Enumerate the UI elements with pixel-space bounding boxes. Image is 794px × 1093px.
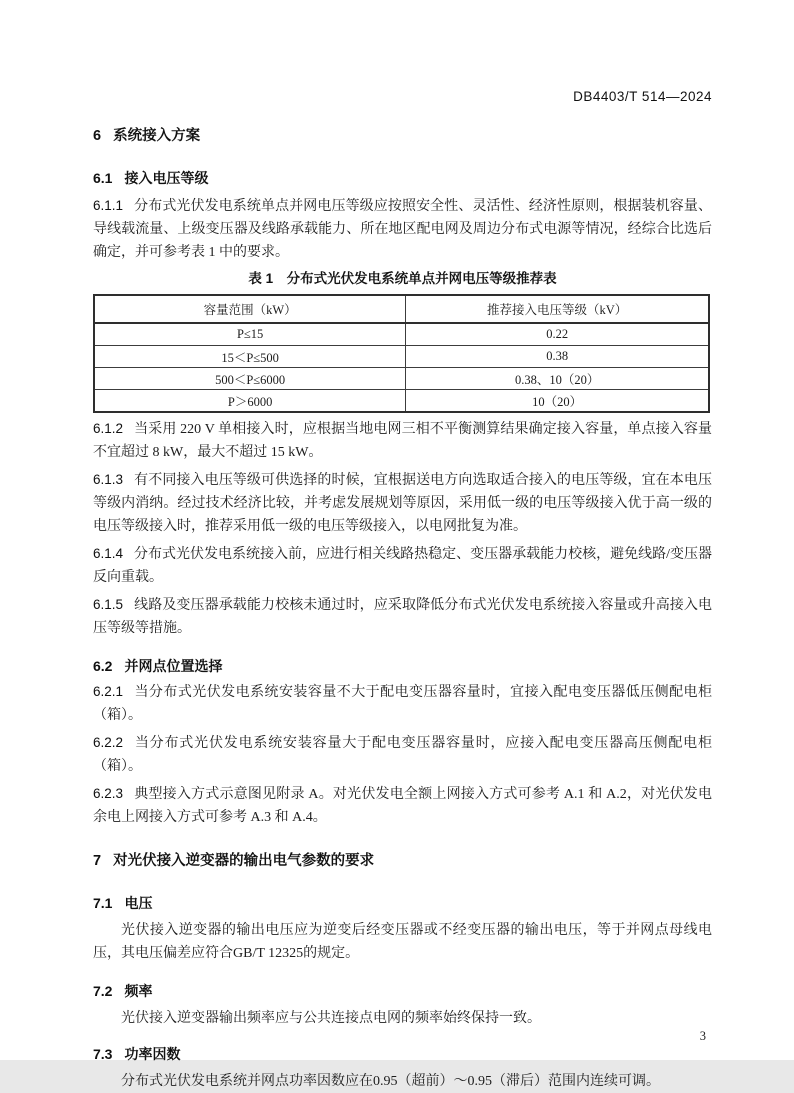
section-heading-6-1 bbox=[93, 168, 712, 188]
clause-6-1-1 bbox=[93, 194, 712, 264]
clause-number: 6.1.4 bbox=[93, 546, 124, 561]
paragraph-7-2: 光伏接入逆变器输出频率应与公共连接点电网的频率始终保持一致。 bbox=[121, 1011, 541, 1026]
clause-6-2-3 bbox=[93, 782, 712, 829]
section-heading-7-2 bbox=[93, 981, 712, 1001]
clause-6-1-4 bbox=[93, 542, 712, 589]
clause-text: 当采用 220 V 单相接入时，应根据当地电网三相不平衡测算结果确定接入容量，单点接入容量不宜超过 8 kW，最大不超过 15 kW。 bbox=[93, 422, 712, 460]
table-row bbox=[94, 368, 709, 390]
section-heading-7 bbox=[93, 851, 712, 871]
section-number: 7 bbox=[93, 853, 102, 869]
clause-6-2-1 bbox=[93, 680, 712, 727]
clause-text: 当分布式光伏发电系统安装容量大于配电变压器容量时，应接入配电变压器高压侧配电柜（箱）。 bbox=[93, 736, 712, 774]
clause-number: 6.1.3 bbox=[93, 472, 124, 487]
table-cell-capacity: P≤15 bbox=[94, 323, 406, 346]
section-title: 系统接入方案 bbox=[113, 128, 201, 144]
section-number: 7.1 bbox=[93, 895, 113, 911]
section-number: 6.2 bbox=[93, 658, 113, 674]
clause-text: 分布式光伏发电系统单点并网电压等级应按照安全性、灵活性、经济性原则，根据装机容量、导线载流量、上级变压器及线路承载能力、所在地区配电网及周边分布式电源等情况，经综合比选后确定，并可参考表 1 中的要求。 bbox=[93, 199, 712, 260]
clause-6-1-5 bbox=[93, 593, 712, 640]
section-number: 7.2 bbox=[93, 983, 113, 999]
clause-6-1-2 bbox=[93, 417, 712, 464]
clause-text: 典型接入方式示意图见附录 A。对光伏发电全额上网接入方式可参考 A.1 和 A.2，对光伏发电余电上网接入方式可参考 A.3 和 A.4。 bbox=[93, 787, 712, 825]
clause-text: 有不同接入电压等级可供选择的时候，宜根据送电方向选取适合接入的电压等级，宜在本电压等级内消纳。经过技术经济比较，并考虑发展规划等原因，采用低一级的电压等级接入优于高一级的电压等级接入时，推荐采用低一级的电压等级接入，以电网批复为准。 bbox=[93, 473, 712, 534]
section-heading-6-2 bbox=[93, 656, 712, 676]
table-cell-voltage: 0.22 bbox=[406, 323, 709, 346]
section-title: 接入电压等级 bbox=[124, 170, 209, 186]
table-header-voltage: 推荐接入电压等级（kV） bbox=[406, 295, 709, 323]
section-title: 并网点位置选择 bbox=[124, 658, 223, 674]
table-cell-capacity: 500＜P≤6000 bbox=[94, 368, 406, 390]
clause-6-2-2 bbox=[93, 731, 712, 778]
section-title: 对光伏接入逆变器的输出电气参数的要求 bbox=[113, 853, 375, 869]
table-cell-capacity: 15＜P≤500 bbox=[94, 346, 406, 368]
section-heading-7-1 bbox=[93, 893, 712, 913]
voltage-level-table bbox=[93, 294, 710, 413]
clause-number: 6.2.1 bbox=[93, 684, 124, 699]
table-header-row bbox=[94, 295, 709, 323]
clause-number: 6.2.3 bbox=[93, 786, 124, 801]
table-cell-voltage: 0.38 bbox=[406, 346, 709, 368]
clause-number: 6.1.2 bbox=[93, 421, 124, 436]
section-number: 6.1 bbox=[93, 170, 113, 186]
page-number: 3 bbox=[699, 1029, 706, 1043]
table-cell-voltage: 10（20） bbox=[406, 390, 709, 413]
table-caption: 表 1 分布式光伏发电系统单点并网电压等级推荐表 bbox=[248, 271, 557, 286]
section-heading-7-3 bbox=[93, 1044, 712, 1064]
table-row bbox=[94, 346, 709, 368]
section-number: 6 bbox=[93, 128, 102, 144]
doc-code-header: DB4403/T 514—2024 bbox=[573, 89, 712, 104]
clause-number: 6.2.2 bbox=[93, 735, 124, 750]
section-title: 电压 bbox=[124, 895, 153, 911]
section-title: 频率 bbox=[124, 983, 153, 999]
clause-text: 分布式光伏发电系统接入前，应进行相关线路热稳定、变压器承载能力校核，避免线路/变压器反向重载。 bbox=[93, 547, 712, 585]
table-row bbox=[94, 323, 709, 346]
clause-text: 线路及变压器承载能力校核未通过时，应采取降低分布式光伏发电系统接入容量或升高接入电压等级等措施。 bbox=[93, 598, 712, 636]
section-heading-6 bbox=[93, 126, 712, 146]
table-cell-voltage: 0.38、10（20） bbox=[406, 368, 709, 390]
paragraph-7-1: 光伏接入逆变器的输出电压应为逆变后经变压器或不经变压器的输出电压，等于并网点母线电压，其电压偏差应符合GB/T 12325的规定。 bbox=[93, 923, 712, 961]
table-header-capacity: 容量范围（kW） bbox=[94, 295, 406, 323]
section-title: 功率因数 bbox=[124, 1046, 181, 1062]
paragraph-7-3: 分布式光伏发电系统并网点功率因数应在0.95（超前）～0.95（滞后）范围内连续可调。 bbox=[121, 1074, 660, 1089]
clause-6-1-3 bbox=[93, 468, 712, 538]
clause-text: 当分布式光伏发电系统安装容量不大于配电变压器容量时，宜接入配电变压器低压侧配电柜（箱）。 bbox=[93, 685, 712, 723]
clause-number: 6.1.5 bbox=[93, 597, 124, 612]
section-number: 7.3 bbox=[93, 1046, 113, 1062]
table-cell-capacity: P＞6000 bbox=[94, 390, 406, 413]
table-row bbox=[94, 390, 709, 413]
clause-number: 6.1.1 bbox=[93, 198, 124, 213]
